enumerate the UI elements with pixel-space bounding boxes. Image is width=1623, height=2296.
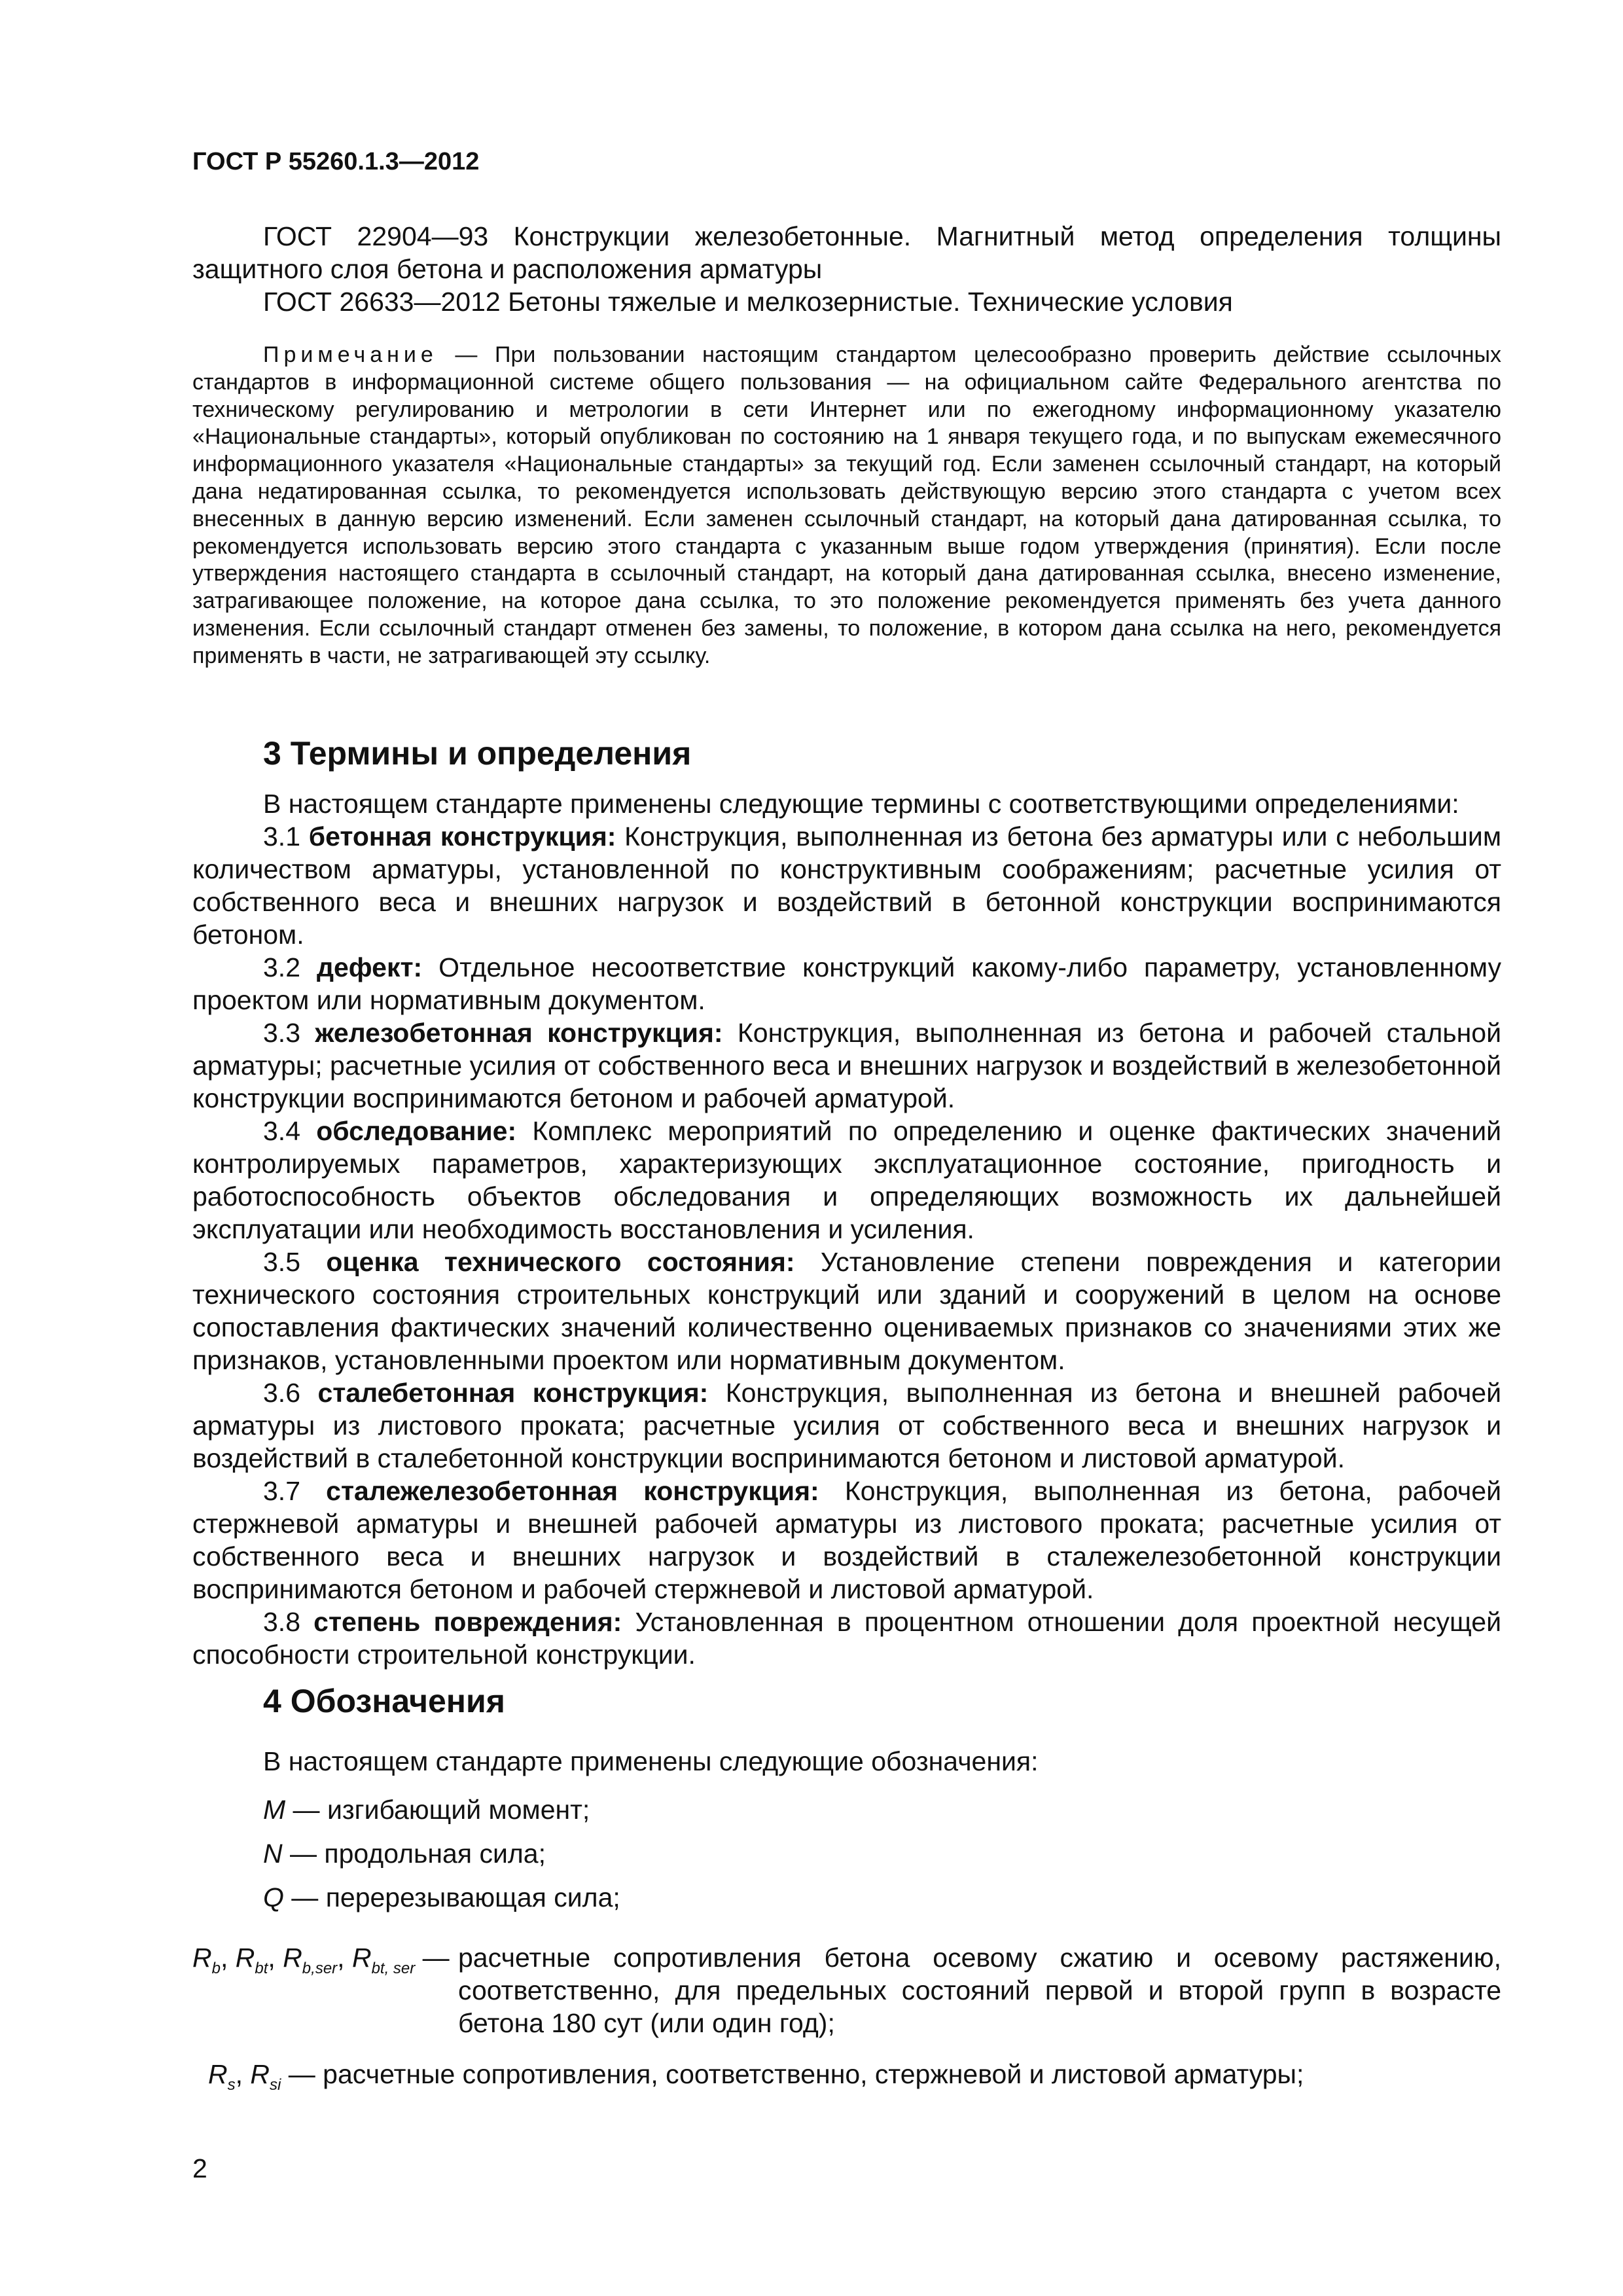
term-name: дефект: [316, 952, 423, 982]
document-header: ГОСТ Р 55260.1.3—2012 [192, 148, 480, 175]
term-3-2: 3.2 дефект: Отдельное несоответствие конструкций какому-либо параметру, установленному проектом или нормативным документом. [192, 952, 1501, 1015]
note-label: Примечание [263, 342, 438, 367]
symbol-rb-definition: расчетные сопротивления бетона осевому сжатию и осевому растяжению, соответственно, для предельных состояний первой и второй групп в возрасте бетона 180 сут (или один год); [458, 1943, 1501, 2038]
note-text: — При пользовании настоящим стандартом целесообразно проверить действие ссылочных стандартов в информационной системе общего пользования — на официальном сайте Федерального агентства по техническому регулированию и метрологии в сети Интернет или по ежегодному информационному указателю «Национальные стандарты», который опубликован по состоянию на 1 января текущего года, и по выпускам ежемесячного информационного указателя «Национальные стандарты» за текущий год. Если заменен ссылочный стандарт, на который дана недатированная ссылка, то рекомендуется использовать действующую версию этого стандарта с учетом всех внесенных в данную версию изменений. Если заменен ссылочный стандарт, на который дана датированная ссылка, то рекомендуется использовать версию этого стандарта с указанным выше годом утверждения (принятия). Если после утверждения настоящего стандарта в ссылочный стандарт, на который дана датированная ссылка, внесено изменение, затрагивающее положение, на которое дана ссылка, то это положение рекомендуется применять без учета данного изменения. Если ссылочный стандарт отменен без замены, то положение, в котором дана ссылка на него, рекомендуется применять в части, не затрагивающей эту ссылку. [192, 342, 1501, 668]
symbol-n: N — продольная сила; [263, 1839, 546, 1869]
term-name: оценка технического состояния: [326, 1247, 795, 1277]
reference-gost-22904: ГОСТ 22904—93 Конструкции железобетонные. Магнитный метод определения толщины защитного слоя бетона и расположения арматуры [192, 221, 1501, 284]
normative-references [192, 220, 1501, 318]
section-3-body [192, 787, 1501, 1671]
symbol-q: Q — перерезывающая сила; [263, 1882, 620, 1912]
term-name: железобетонная конструкция: [315, 1018, 723, 1048]
term-3-6: 3.6 сталебетонная конструкция: Конструкция, выполненная из бетона и внешней рабочей арматуры из листового проката; расчетные усилия от собственного веса и внешних нагрузок и воздействий в сталебетонной конструкции воспринимаются бетоном и листовой арматурой. [192, 1378, 1502, 1473]
term-3-1: 3.1 бетонная конструкция: Конструкция, выполненная из бетона без арматуры или с небольшим количеством арматуры, установленной по конструктивным соображениям; расчетные усилия от собственного веса и внешних нагрузок и воздействий в бетонной конструкции воспринимаются бетоном. [192, 821, 1502, 950]
term-name: сталежелезобетонная конструкция: [326, 1476, 819, 1506]
section-4-intro: В настоящем стандарте применены следующие обозначения: [263, 1746, 1039, 1776]
term-3-4: 3.4 обследование: Комплекс мероприятий по определению и оценке фактических значений контролируемых параметров, характеризующих эксплуатационное состояние, пригодность и работоспособность объектов обследования и определяющих возможность их дальнейшей эксплуатации или необходимость восстановления и усиления. [192, 1116, 1501, 1244]
symbol-m: M — изгибающий момент; [263, 1795, 590, 1825]
term-3-8: 3.8 степень повреждения: Установленная в процентном отношении доля проектной несущей способности строительной конструкции. [192, 1607, 1501, 1670]
note-block [192, 342, 1501, 670]
symbol-rs-group: $R_s$, $R_{si}$ — расчетные сопротивления, соответственно, стержневой и листовой арматуры; [208, 2059, 1304, 2094]
symbol-rb-group: $R_b$, $R_{bt}$, $R_{b,ser}$, $R_{bt, ser}$ — [192, 1943, 450, 1977]
page-number: 2 [192, 2153, 207, 2183]
term-name: обследование: [316, 1116, 517, 1146]
term-3-5: 3.5 оценка технического состояния: Установление степени повреждения и категории технического состояния строительных конструкций или зданий и сооружений в целом на основе сопоставления фактических значений количественно оцениваемых признаков со значениями этих же признаков, установленными проектом или нормативным документом. [192, 1247, 1501, 1375]
section-4-body [192, 1745, 1501, 1778]
term-name: сталебетонная конструкция: [317, 1378, 709, 1408]
reference-gost-26633: ГОСТ 26633—2012 Бетоны тяжелые и мелкозернистые. Технические условия [263, 287, 1233, 317]
term-3-3: 3.3 железобетонная конструкция: Конструкция, выполненная из бетона и рабочей стальной арматуры; расчетные усилия от собственного веса и внешних нагрузок и воздействий в железобетонной конструкции воспринимаются бетоном и рабочей арматурой. [192, 1018, 1502, 1113]
term-name: степень повреждения: [313, 1607, 622, 1637]
section-4-heading: 4 Обозначения [263, 1683, 505, 1719]
term-name: бетонная конструкция: [308, 821, 616, 852]
section-3-intro: В настоящем стандарте применены следующие термины с соответствующими определениями: [263, 789, 1459, 819]
section-3-heading: 3 Термины и определения [263, 735, 692, 772]
term-3-7: 3.7 сталежелезобетонная конструкция: Конструкция, выполненная из бетона, рабочей стержневой арматуры и внешней рабочей арматуры из листового проката; расчетные усилия от собственного веса и внешних нагрузок и воздействий в сталежелезобетонной конструкции воспринимаются бетоном и рабочей стержневой и листовой арматурой. [192, 1476, 1501, 1604]
symbol-rs-definition: расчетные сопротивления, соответственно, стержневой и листовой арматуры; [315, 2059, 1304, 2089]
